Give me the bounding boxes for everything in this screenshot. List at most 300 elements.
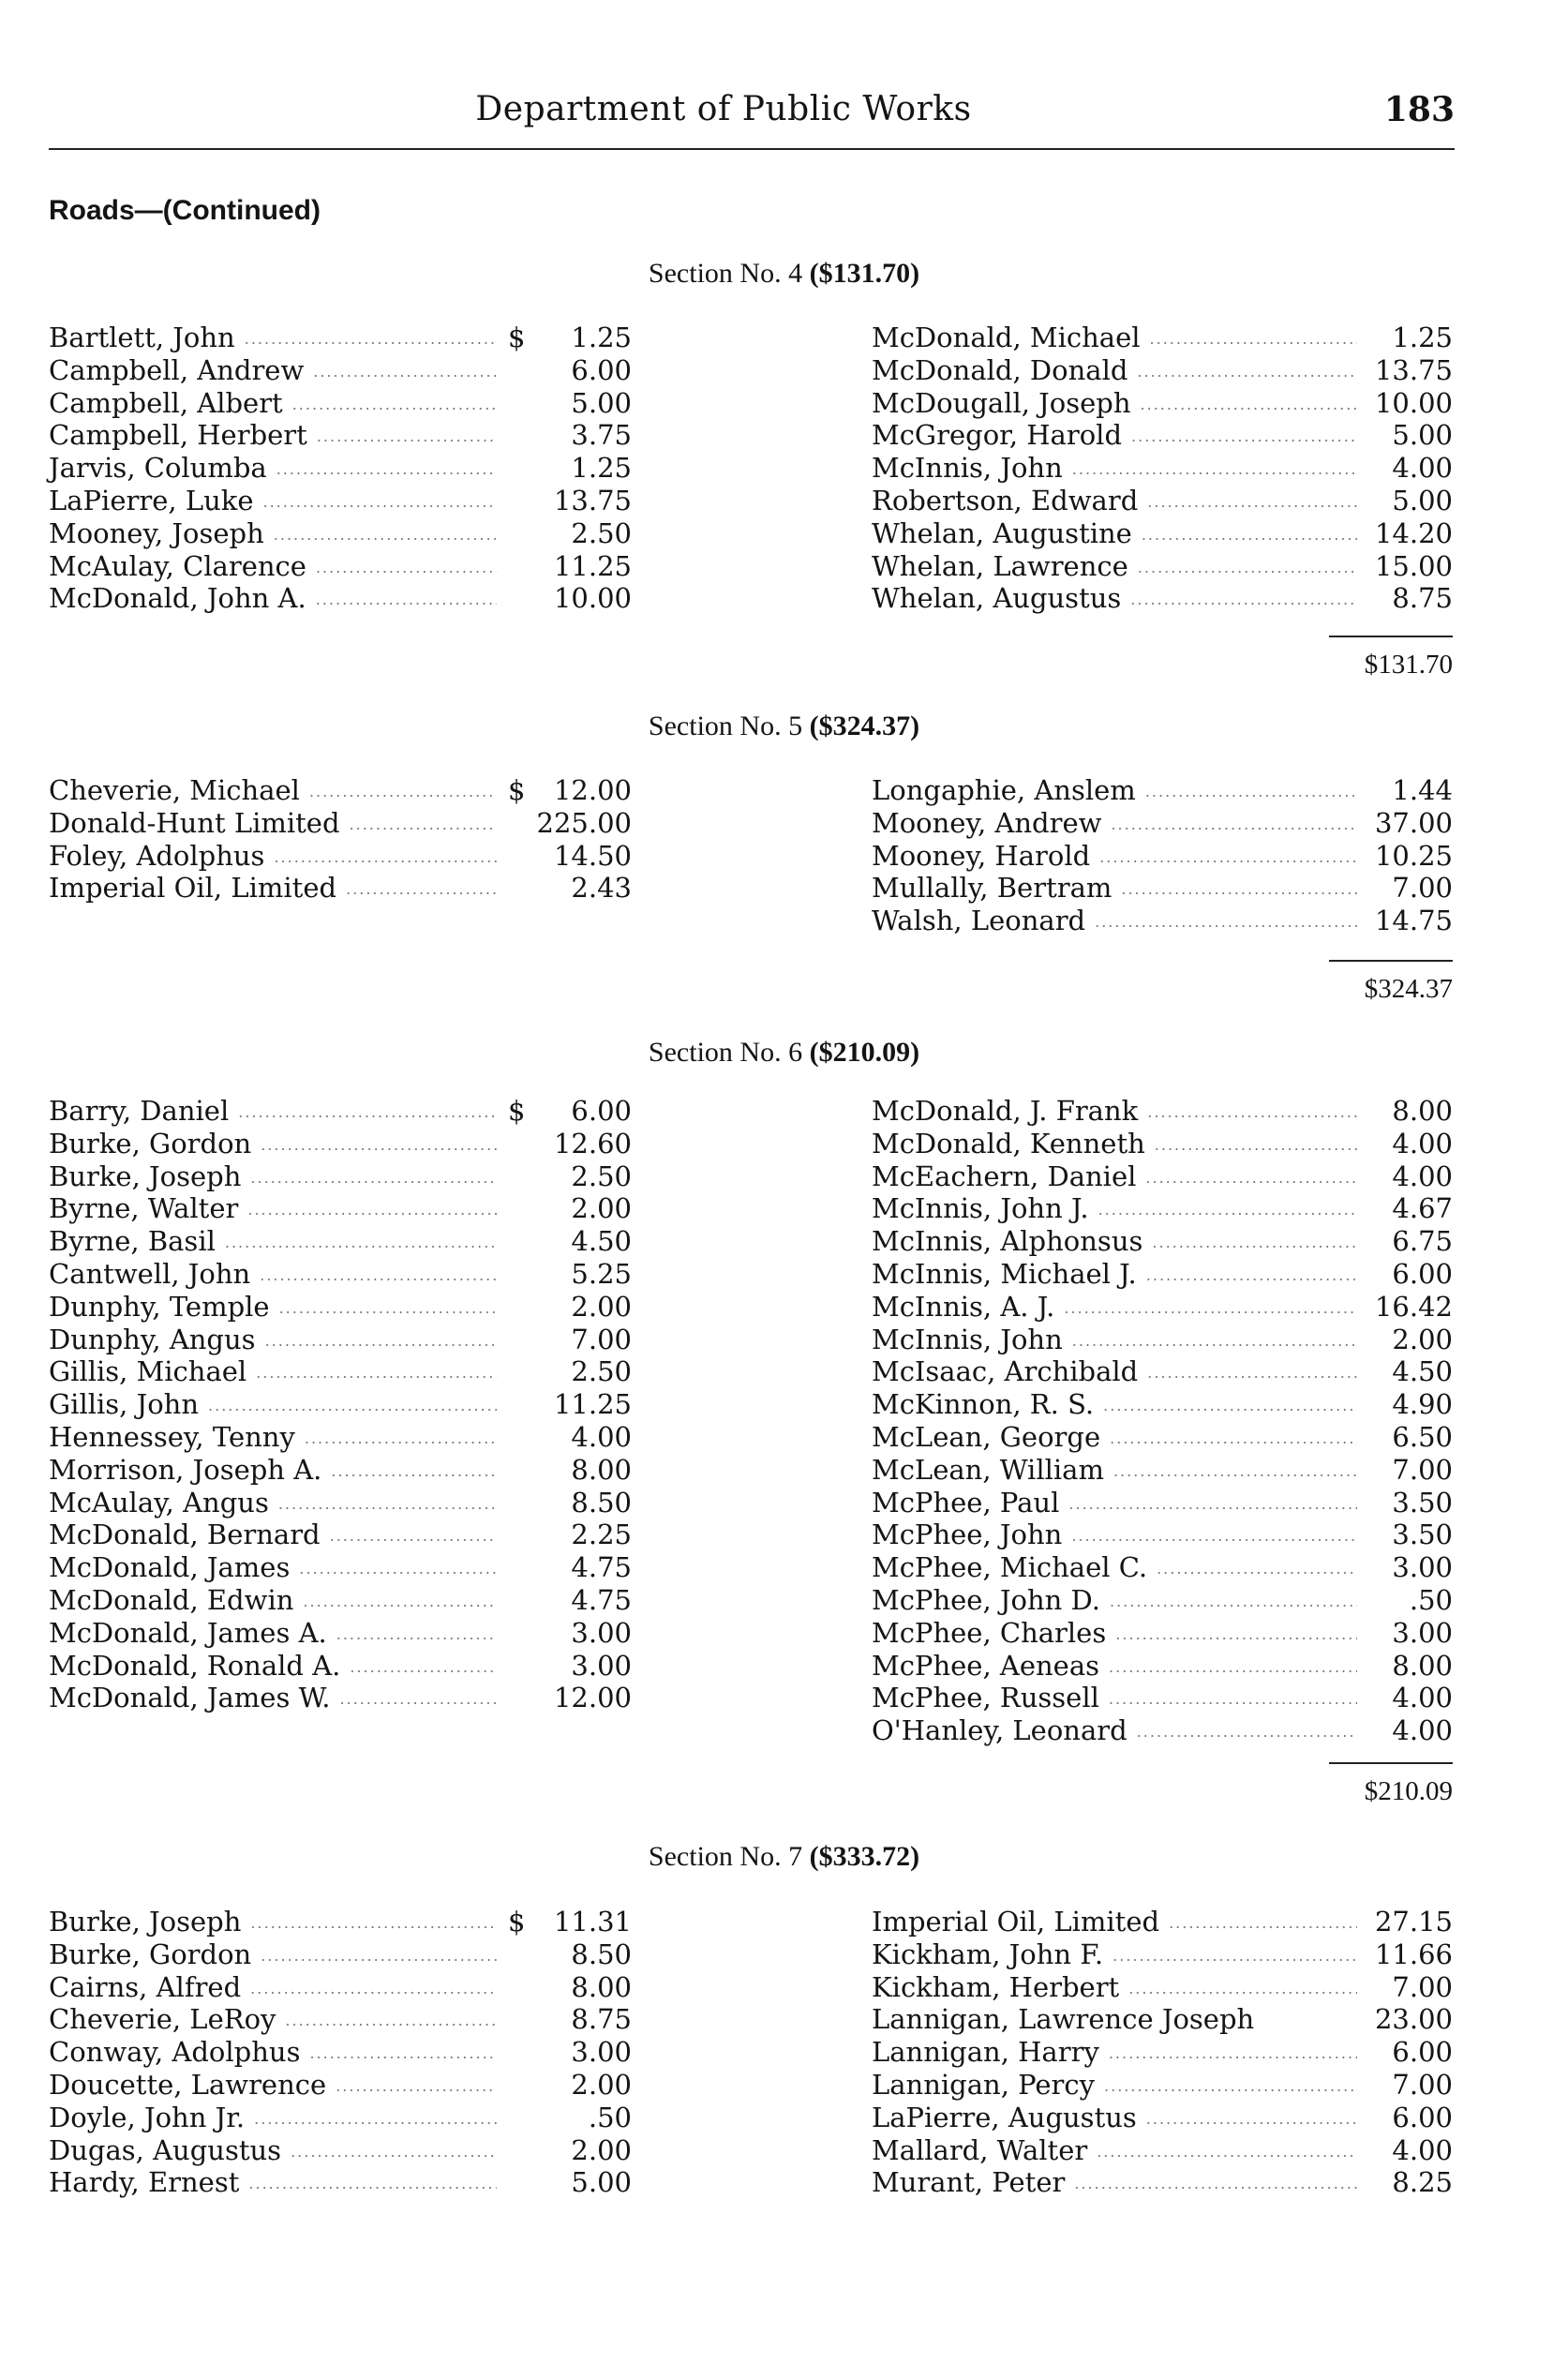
section-total: $131.70 bbox=[1364, 650, 1453, 680]
dot-leader bbox=[1111, 807, 1357, 839]
ledger-row bbox=[872, 1682, 1453, 1713]
payment-amount: 15.00 bbox=[1374, 549, 1453, 582]
payment-amount: 2.00 bbox=[571, 2069, 632, 2101]
dot-leader bbox=[309, 774, 497, 806]
payee-name: Mullally, Bertram bbox=[872, 872, 1113, 905]
dot-leader bbox=[1141, 387, 1357, 419]
payment-amount: 11.31 bbox=[553, 1906, 632, 1938]
payment-amount: 4.50 bbox=[1392, 1355, 1453, 1388]
payment-amount: 14.50 bbox=[553, 839, 632, 872]
payee-name: Gillis, Michael bbox=[49, 1355, 247, 1388]
dot-leader bbox=[276, 452, 497, 484]
payment-amount: 6.50 bbox=[1392, 1421, 1453, 1453]
payee-name: McAulay, Angus bbox=[49, 1486, 269, 1519]
payment-amount: 4.00 bbox=[1392, 1682, 1453, 1714]
ledger-row bbox=[872, 1617, 1453, 1649]
ledger-row bbox=[49, 1095, 632, 1127]
ledger-row bbox=[872, 2069, 1453, 2101]
payee-name: Campbell, Albert bbox=[49, 386, 283, 419]
ledger-row bbox=[49, 1487, 632, 1519]
ledger-row bbox=[872, 774, 1453, 806]
payee-name: McAulay, Clarence bbox=[49, 549, 306, 582]
payment-amount: 7.00 bbox=[1392, 1453, 1453, 1486]
payee-name: Barry, Daniel bbox=[49, 1095, 230, 1127]
ledger-row bbox=[872, 1906, 1453, 1938]
payee-name: Whelan, Augustine bbox=[872, 516, 1132, 549]
ledger-row bbox=[49, 582, 632, 614]
dot-leader bbox=[1142, 517, 1357, 549]
payment-amount: 37.00 bbox=[1374, 806, 1453, 839]
payee-name: McDonald, James W. bbox=[49, 1682, 331, 1714]
payee-name: Gillis, John bbox=[49, 1388, 200, 1421]
payee-name: Campbell, Herbert bbox=[49, 419, 307, 452]
dot-leader bbox=[1110, 1421, 1357, 1453]
payment-amount: 2.25 bbox=[571, 1519, 632, 1551]
dot-leader bbox=[274, 517, 497, 549]
dot-leader bbox=[1064, 1291, 1357, 1323]
payee-name: Kickham, John F. bbox=[872, 1938, 1104, 1970]
dot-leader bbox=[1095, 905, 1357, 936]
ledger-row bbox=[872, 1454, 1453, 1486]
dot-leader bbox=[1146, 2102, 1357, 2133]
payee-name: McPhee, Charles bbox=[872, 1616, 1107, 1649]
payee-name: Whelan, Augustus bbox=[872, 582, 1122, 615]
payment-amount: .50 bbox=[588, 2101, 632, 2133]
payee-name: Campbell, Andrew bbox=[49, 353, 305, 386]
ledger-row bbox=[872, 1551, 1453, 1583]
ledger-row bbox=[872, 1650, 1453, 1682]
payee-name: Morrison, Joseph A. bbox=[49, 1453, 322, 1486]
dot-leader bbox=[256, 1355, 497, 1387]
section-label: Section No. 5 bbox=[648, 711, 803, 741]
dot-leader bbox=[1157, 1551, 1357, 1583]
payment-amount: 6.00 bbox=[1392, 2036, 1453, 2069]
ledger-row bbox=[49, 354, 632, 386]
dot-leader bbox=[1097, 2134, 1357, 2166]
dot-leader bbox=[1169, 1906, 1357, 1938]
dot-leader bbox=[261, 1938, 497, 1970]
payee-name: McPhee, Russell bbox=[872, 1682, 1099, 1714]
payee-name: McDonald, Ronald A. bbox=[49, 1649, 341, 1682]
ledger-row bbox=[49, 517, 632, 549]
payee-name: Mooney, Harold bbox=[872, 839, 1091, 872]
dot-leader bbox=[1109, 2036, 1357, 2068]
dot-leader bbox=[1074, 2166, 1357, 2198]
dot-leader bbox=[1130, 582, 1357, 614]
ledger-row bbox=[49, 1617, 632, 1649]
payee-name: Hardy, Ernest bbox=[49, 2166, 240, 2199]
payment-amount: 8.50 bbox=[571, 1486, 632, 1519]
payee-name: Hennessey, Tenny bbox=[49, 1421, 295, 1453]
section-heading bbox=[0, 258, 1568, 290]
payee-name: O'Hanley, Leonard bbox=[872, 1714, 1127, 1747]
dot-leader bbox=[279, 1291, 497, 1323]
payment-amount: 8.25 bbox=[1392, 2166, 1453, 2199]
payee-name: McPhee, Michael C. bbox=[872, 1551, 1148, 1584]
section-heading bbox=[0, 1037, 1568, 1069]
ledger-row bbox=[872, 905, 1453, 936]
payee-name: Imperial Oil, Limited bbox=[872, 1906, 1160, 1938]
payee-name: McInnis, John bbox=[872, 452, 1063, 485]
ledger-row bbox=[872, 419, 1453, 451]
payee-name: McPhee, John bbox=[872, 1519, 1063, 1551]
ledger-row bbox=[49, 452, 632, 484]
payment-amount: 4.67 bbox=[1392, 1192, 1453, 1225]
payment-amount: 8.75 bbox=[571, 2003, 632, 2036]
dot-leader bbox=[1098, 1192, 1357, 1224]
payment-amount: 6.00 bbox=[1392, 2101, 1453, 2133]
ledger-row bbox=[49, 872, 632, 904]
payment-amount: 12.60 bbox=[553, 1127, 632, 1160]
payee-name: Burke, Gordon bbox=[49, 1938, 252, 1970]
ledger-row bbox=[872, 1324, 1453, 1355]
dot-leader bbox=[1145, 774, 1357, 806]
dot-leader bbox=[305, 1421, 497, 1453]
ledger-row bbox=[49, 1584, 632, 1616]
section-amount: ($210.09) bbox=[809, 1037, 920, 1068]
payment-amount: 4.00 bbox=[571, 1421, 632, 1453]
total-rule bbox=[1329, 636, 1453, 637]
payee-name: McInnis, Michael J. bbox=[872, 1258, 1137, 1290]
ledger-row bbox=[49, 1160, 632, 1192]
payment-amount: 13.75 bbox=[1374, 353, 1453, 386]
payee-name: Mooney, Andrew bbox=[872, 806, 1102, 839]
payee-name: McDonald, Kenneth bbox=[872, 1127, 1145, 1160]
payment-amount: 4.90 bbox=[1392, 1388, 1453, 1421]
dot-leader bbox=[1147, 1355, 1357, 1387]
payment-amount: 4.75 bbox=[571, 1584, 632, 1616]
payment-amount: 3.00 bbox=[571, 1649, 632, 1682]
ledger-row bbox=[872, 2134, 1453, 2166]
payment-amount: 23.00 bbox=[1374, 2003, 1453, 2036]
ledger-row bbox=[872, 322, 1453, 353]
dot-leader bbox=[291, 2134, 497, 2166]
ledger-row bbox=[49, 2102, 632, 2133]
payee-name: Dunphy, Temple bbox=[49, 1290, 270, 1323]
payment-amount: 3.50 bbox=[1392, 1519, 1453, 1551]
payee-name: McDonald, James bbox=[49, 1551, 291, 1584]
ledger-row bbox=[49, 807, 632, 839]
payment-amount: 8.75 bbox=[1392, 582, 1453, 615]
ledger-row bbox=[49, 1971, 632, 2003]
payee-name: Cheverie, LeRoy bbox=[49, 2003, 276, 2036]
payee-name: Doyle, John Jr. bbox=[49, 2101, 246, 2133]
section-total: $210.09 bbox=[1364, 1776, 1453, 1806]
ledger-row bbox=[872, 1421, 1453, 1453]
dot-leader bbox=[299, 1551, 497, 1583]
payment-amount: 12.00 bbox=[553, 1682, 632, 1714]
payment-amount: 10.00 bbox=[1374, 386, 1453, 419]
total-rule bbox=[1329, 960, 1453, 962]
ledger-row bbox=[872, 1128, 1453, 1160]
payment-amount: 8.50 bbox=[571, 1938, 632, 1970]
payee-name: McEachern, Daniel bbox=[872, 1160, 1137, 1192]
payee-name: Mallard, Walter bbox=[872, 2133, 1088, 2166]
payment-amount: 14.75 bbox=[1374, 905, 1453, 937]
dot-leader bbox=[245, 322, 497, 353]
dot-leader bbox=[1145, 1160, 1357, 1192]
ledger-row bbox=[49, 1225, 632, 1257]
payment-amount: 6.00 bbox=[1392, 1258, 1453, 1290]
payment-amount: 4.00 bbox=[1392, 1127, 1453, 1160]
dot-leader bbox=[285, 2003, 497, 2035]
payee-name: McLean, William bbox=[872, 1453, 1104, 1486]
ledger-row bbox=[49, 2134, 632, 2166]
ledger-row bbox=[49, 2003, 632, 2035]
section-amount: ($333.72) bbox=[809, 1841, 920, 1872]
dollar-sign: $ bbox=[508, 1906, 526, 1938]
payee-name: Lannigan, Percy bbox=[872, 2069, 1096, 2101]
dot-leader bbox=[1121, 872, 1357, 904]
dot-leader bbox=[1103, 1388, 1357, 1420]
dollar-sign: $ bbox=[508, 774, 526, 806]
payment-amount: 5.00 bbox=[571, 386, 632, 419]
payee-name: Foley, Adolphus bbox=[49, 839, 265, 872]
ledger-row bbox=[872, 1971, 1453, 2003]
dot-leader bbox=[1138, 550, 1357, 582]
dollar-sign: $ bbox=[508, 1095, 526, 1127]
running-head: Roads—(Continued) bbox=[49, 195, 321, 226]
payment-amount: 10.25 bbox=[1374, 839, 1453, 872]
dot-leader bbox=[336, 2069, 497, 2101]
payment-amount: 3.75 bbox=[571, 419, 632, 452]
payment-amount: 8.00 bbox=[571, 1970, 632, 2003]
ledger-row bbox=[872, 1388, 1453, 1420]
ledger-row bbox=[872, 2166, 1453, 2198]
payee-name: Byrne, Walter bbox=[49, 1192, 239, 1225]
payee-name: LaPierre, Augustus bbox=[872, 2101, 1137, 2133]
dot-leader bbox=[1128, 1971, 1357, 2003]
section-label: Section No. 6 bbox=[648, 1037, 803, 1068]
dot-leader bbox=[340, 1682, 497, 1713]
payee-name: Jarvis, Columba bbox=[49, 452, 267, 485]
dot-leader bbox=[330, 1519, 497, 1550]
payee-name: Cheverie, Michael bbox=[49, 774, 300, 806]
dot-leader bbox=[331, 1454, 497, 1486]
payee-name: Lannigan, Harry bbox=[872, 2036, 1099, 2069]
payee-name: Lannigan, Lawrence Joseph bbox=[872, 2003, 1255, 2036]
page-title: Department of Public Works bbox=[475, 90, 972, 128]
dot-leader bbox=[1147, 485, 1357, 516]
payment-amount: 10.00 bbox=[553, 582, 632, 615]
ledger-row bbox=[49, 1906, 632, 1938]
ledger-row bbox=[49, 840, 632, 872]
section-label: Section No. 4 bbox=[648, 258, 803, 289]
ledger-row bbox=[872, 1192, 1453, 1224]
payee-name: Walsh, Leonard bbox=[872, 905, 1086, 937]
payment-amount: 2.43 bbox=[571, 872, 632, 905]
ledger-row bbox=[49, 1519, 632, 1550]
ledger-row bbox=[872, 485, 1453, 516]
dot-leader bbox=[1109, 1650, 1357, 1682]
ledger-row bbox=[49, 387, 632, 419]
payment-amount: 225.00 bbox=[536, 806, 632, 839]
payee-name: McGregor, Harold bbox=[872, 419, 1123, 452]
dot-leader bbox=[313, 354, 497, 386]
ledger-row bbox=[49, 1355, 632, 1387]
section-amount: ($324.37) bbox=[809, 711, 920, 741]
dot-leader bbox=[350, 807, 497, 839]
ledger-row bbox=[49, 1291, 632, 1323]
ledger-row bbox=[872, 1487, 1453, 1519]
dot-leader bbox=[1068, 1487, 1357, 1519]
ledger-row bbox=[49, 1650, 632, 1682]
dot-leader bbox=[1109, 1682, 1357, 1713]
payment-amount: 4.50 bbox=[571, 1225, 632, 1258]
payment-amount: 14.20 bbox=[1374, 516, 1453, 549]
ledger-row bbox=[49, 1388, 632, 1420]
dot-leader bbox=[248, 2166, 497, 2198]
payment-amount: 1.25 bbox=[1392, 322, 1453, 353]
ledger-row bbox=[872, 1225, 1453, 1257]
payment-amount: 6.00 bbox=[571, 353, 632, 386]
ledger-row bbox=[872, 582, 1453, 614]
payment-amount: 16.42 bbox=[1374, 1290, 1453, 1323]
dot-leader bbox=[261, 1128, 497, 1160]
ledger-row bbox=[872, 807, 1453, 839]
dot-leader bbox=[225, 1225, 497, 1257]
dot-leader bbox=[336, 1617, 497, 1649]
payee-name: Whelan, Lawrence bbox=[872, 549, 1128, 582]
dot-leader bbox=[317, 419, 497, 451]
dot-leader bbox=[1155, 1128, 1357, 1160]
payee-name: McDonald, Edwin bbox=[49, 1584, 294, 1616]
payment-amount: 7.00 bbox=[1392, 1970, 1453, 2003]
payee-name: McKinnon, R. S. bbox=[872, 1388, 1095, 1421]
payment-amount: 12.00 bbox=[553, 774, 632, 806]
payee-name: McInnis, A. J. bbox=[872, 1290, 1055, 1323]
payment-amount: 2.00 bbox=[571, 1290, 632, 1323]
ledger-row bbox=[872, 354, 1453, 386]
payee-name: McDonald, James A. bbox=[49, 1616, 327, 1649]
payment-amount: 2.00 bbox=[571, 1192, 632, 1225]
payment-amount: 2.50 bbox=[571, 516, 632, 549]
ledger-row bbox=[872, 2003, 1453, 2035]
payment-amount: 7.00 bbox=[571, 1323, 632, 1355]
ledger-row bbox=[872, 452, 1453, 484]
ledger-row bbox=[872, 517, 1453, 549]
payee-name: McDonald, Michael bbox=[872, 322, 1141, 353]
payment-amount: 1.44 bbox=[1392, 774, 1453, 806]
payee-name: Cantwell, John bbox=[49, 1258, 251, 1290]
payee-name: Byrne, Basil bbox=[49, 1225, 216, 1258]
payment-amount: 1.25 bbox=[571, 452, 632, 485]
payment-amount: 2.00 bbox=[1392, 1323, 1453, 1355]
payment-amount: 8.00 bbox=[1392, 1095, 1453, 1127]
payment-amount: 3.00 bbox=[571, 1616, 632, 1649]
dot-leader bbox=[1113, 1938, 1357, 1970]
payment-amount: 5.25 bbox=[571, 1258, 632, 1290]
payment-amount: 4.00 bbox=[1392, 1160, 1453, 1192]
payee-name: Burke, Gordon bbox=[49, 1127, 252, 1160]
payment-amount: 3.50 bbox=[1392, 1486, 1453, 1519]
payee-name: McPhee, Paul bbox=[872, 1486, 1060, 1519]
payment-amount: 7.00 bbox=[1392, 2069, 1453, 2101]
dot-leader bbox=[250, 1971, 497, 2003]
payee-name: Imperial Oil, Limited bbox=[49, 872, 337, 905]
ledger-row bbox=[49, 1324, 632, 1355]
payee-name: McIsaac, Archibald bbox=[872, 1355, 1139, 1388]
ledger-row bbox=[872, 1938, 1453, 1970]
ledger-row bbox=[872, 1095, 1453, 1127]
payee-name: Doucette, Lawrence bbox=[49, 2069, 327, 2101]
page-header bbox=[49, 90, 1455, 150]
dot-leader bbox=[346, 872, 497, 904]
dot-leader bbox=[250, 1906, 497, 1938]
payee-name: Kickham, Herbert bbox=[872, 1970, 1120, 2003]
ledger-row bbox=[49, 1421, 632, 1453]
payment-amount: 27.15 bbox=[1374, 1906, 1453, 1938]
payee-name: McDougall, Joseph bbox=[872, 386, 1131, 419]
dot-leader bbox=[1104, 2069, 1357, 2101]
ledger-row bbox=[872, 1258, 1453, 1290]
payee-name: Robertson, Edward bbox=[872, 485, 1139, 516]
payment-amount: 4.00 bbox=[1392, 452, 1453, 485]
section-label: Section No. 7 bbox=[648, 1841, 803, 1872]
dollar-sign: $ bbox=[508, 322, 526, 353]
dot-leader bbox=[1071, 1519, 1357, 1550]
payment-amount: 1.25 bbox=[571, 322, 632, 353]
dot-leader bbox=[316, 550, 497, 582]
dot-leader bbox=[1110, 1584, 1357, 1616]
ledger-row bbox=[49, 1938, 632, 1970]
dot-leader bbox=[350, 1650, 497, 1682]
payment-amount: 8.00 bbox=[1392, 1649, 1453, 1682]
payee-name: LaPierre, Luke bbox=[49, 485, 254, 516]
dot-leader bbox=[1152, 1225, 1357, 1257]
dot-leader bbox=[1137, 354, 1357, 386]
ledger-row bbox=[872, 1160, 1453, 1192]
payee-name: McDonald, Donald bbox=[872, 353, 1128, 386]
dot-leader bbox=[292, 387, 497, 419]
ledger-row bbox=[49, 1454, 632, 1486]
payee-name: McDonald, Bernard bbox=[49, 1519, 321, 1551]
ledger-row bbox=[872, 1291, 1453, 1323]
dot-leader bbox=[1150, 322, 1357, 353]
payment-amount: 3.00 bbox=[1392, 1551, 1453, 1584]
dot-leader bbox=[250, 1160, 497, 1192]
payee-name: McDonald, J. Frank bbox=[872, 1095, 1139, 1127]
payee-name: Conway, Adolphus bbox=[49, 2036, 301, 2069]
ledger-row bbox=[49, 485, 632, 516]
section-total: $324.37 bbox=[1364, 974, 1453, 1004]
payment-amount: 8.00 bbox=[571, 1453, 632, 1486]
ledger-row bbox=[49, 1258, 632, 1290]
payee-name: McDonald, John A. bbox=[49, 582, 306, 615]
page-number: 183 bbox=[1383, 90, 1455, 129]
payee-name: Cairns, Alfred bbox=[49, 1970, 242, 2003]
ledger-row bbox=[872, 2036, 1453, 2068]
payee-name: Dunphy, Angus bbox=[49, 1323, 256, 1355]
ledger-row bbox=[872, 840, 1453, 872]
payee-name: Longaphie, Anslem bbox=[872, 774, 1136, 806]
dot-leader bbox=[263, 485, 498, 516]
payee-name: Dugas, Augustus bbox=[49, 2133, 282, 2166]
ledger-row bbox=[872, 872, 1453, 904]
dot-leader bbox=[260, 1258, 497, 1290]
payee-name: Mooney, Joseph bbox=[49, 516, 264, 549]
payment-amount: 13.75 bbox=[553, 485, 632, 516]
ledger-row bbox=[872, 550, 1453, 582]
payee-name: Bartlett, John bbox=[49, 322, 235, 353]
payment-amount: 6.75 bbox=[1392, 1225, 1453, 1258]
ledger-row bbox=[872, 1355, 1453, 1387]
payment-amount: 3.00 bbox=[571, 2036, 632, 2069]
payment-amount: 7.00 bbox=[1392, 872, 1453, 905]
payee-name: Burke, Joseph bbox=[49, 1160, 242, 1192]
dot-leader bbox=[238, 1095, 497, 1127]
payment-amount: .50 bbox=[1409, 1584, 1453, 1616]
